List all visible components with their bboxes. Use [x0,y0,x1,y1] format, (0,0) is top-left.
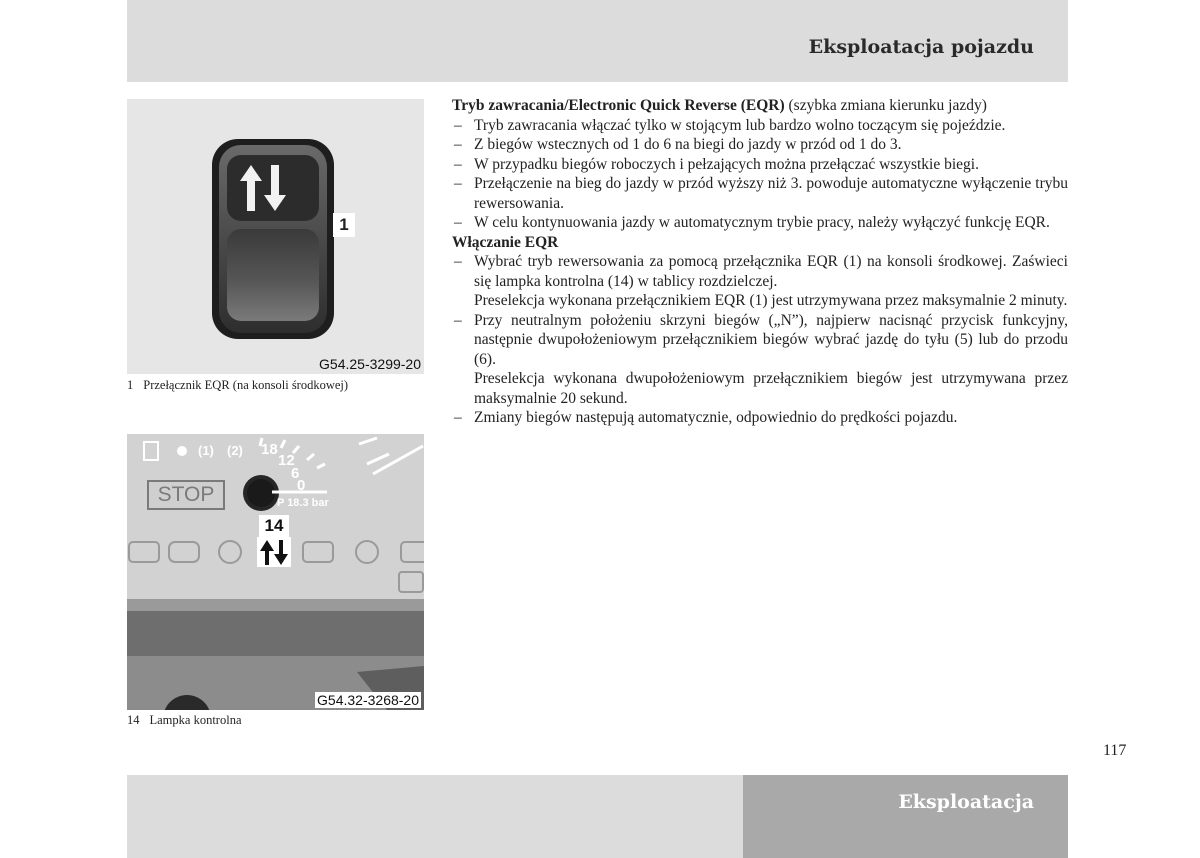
list-item: – Przełączenie na bieg do jazdy w przód wyższy niż 3. powoduje automatyczne wyłączenie trybu rewersowania. [452,174,1068,213]
caption-text: Przełącznik EQR (na konsoli środkowej) [143,378,349,392]
header-band [127,0,1068,82]
list-item-note: Preselekcja wykonana przełącznikiem EQR (1) jest utrzymywana przez maksymalnie 2 minuty. [474,292,1068,309]
list-item [452,252,1068,311]
footer-section-label: Eksploatacja [898,791,1034,813]
list-item: – Z biegów wstecznych od 1 do 6 na biegi do jazdy w przód od 1 do 3. [452,135,1068,155]
eqr-rules-list [452,116,1068,233]
list-item-note: Preselekcja wykonana dwupołożeniowym przełącznikiem biegów jest utrzymywana przez maksymalnie 20 sekund. [474,370,1068,407]
figure-eqr-switch [127,99,424,374]
indicator-1: (1) [198,443,214,458]
indicator-2: (2) [227,443,243,458]
section2-title: Włączanie EQR [452,233,559,251]
caption-number: 14 [127,713,140,727]
figure-code: G54.25-3299-20 [319,356,421,372]
list-item: – W przypadku biegów roboczych i pełzających można przełączać wszystkie biegi. [452,155,1068,175]
figure-code: G54.32-3268-20 [317,692,419,708]
eqr-switch-illustration [127,99,424,374]
list-item: – W celu kontynuowania jazdy w automatycznym trybie pracy, należy wyłączyć funkcję EQR. [452,213,1068,233]
callout-1: 1 [333,213,355,237]
gauge-mark-12: 12 [278,452,295,469]
enable-eqr-list [452,252,1068,428]
section-title-rest: (szybka zmiana kierunku jazdy) [784,97,987,114]
footer-section-tab [743,775,1068,858]
caption-text: Lampka kontrolna [149,713,242,727]
list-item [452,311,1068,409]
main-content [452,96,1068,428]
figure-caption-2 [127,713,242,728]
cluster-illustration [127,434,424,710]
page-number: 117 [1103,742,1127,759]
list-item-text: Przy neutralnym położeniu skrzyni biegów („N”), najpierw nacisnąć przycisk funkcyjny, następnie dwupołożeniowym przełącznikiem biegów wybrać jazdę do tyłu (5) lub do przodu (6). [474,311,1068,368]
caption-number: 1 [127,378,134,392]
gauge-mark-6: 6 [291,465,300,482]
section-title [452,96,1068,116]
list-item: – Tryb zawracania włączać tylko w stojącym lub bardzo wolno toczącym się pojeździe. [452,116,1068,136]
list-item: – Zmiany biegów następują automatycznie, odpowiednio do prędkości pojazdu. [452,408,1068,428]
stop-lamp: STOP [147,480,225,510]
page-title: Eksploatacja pojazdu [808,36,1034,58]
figure-instrument-cluster [127,434,424,710]
pressure-readout: P 18.3 bar [277,497,329,509]
callout-14: 14 [259,515,289,537]
figure-caption-1 [127,378,348,393]
gauge-mark-0: 0 [297,477,306,494]
section-title-bold: Tryb zawracania/Electronic Quick Reverse (EQR) [452,97,785,114]
gauge-mark-18: 18 [261,441,278,458]
list-item-text: Wybrać tryb rewersowania za pomocą przełącznika EQR (1) na konsoli środkowej. Zaświeci się lampka kontrolna (14) w tablicy rozdzielczej. [474,253,1068,290]
